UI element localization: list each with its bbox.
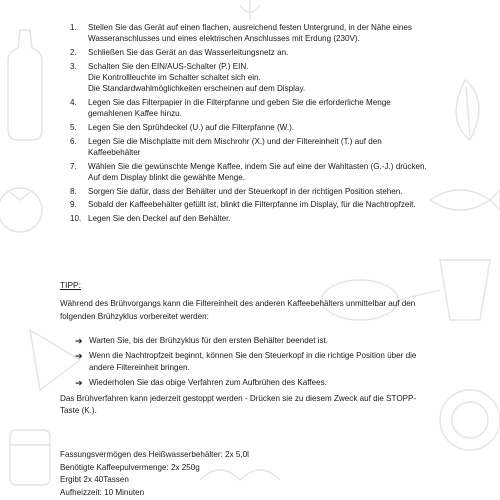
step-text: Die Standardwahlmöglichkeiten erscheinen auf dem Display. xyxy=(88,84,306,94)
tipp-item-text: andere Filtereinheit bringen. xyxy=(89,363,190,372)
arrow-right-icon: ➔ xyxy=(75,378,83,388)
step-text: Sobald der Kaffeebehälter gefüllt ist, blinkt die Filterpfanne im Display, für die Nachtropfzeit. xyxy=(88,200,416,210)
step-number: 4. xyxy=(70,97,77,107)
step-text: Legen Sie den Sprühdeckel (U.) auf die Filterpfanne (W.). xyxy=(88,122,295,132)
step-number: 1. xyxy=(70,23,77,32)
spec-cups: Ergibt 2x 40Tassen xyxy=(60,475,129,484)
step-item xyxy=(56,199,456,210)
step-number: 5. xyxy=(70,122,77,132)
stop-note-line: Das Brühverfahren kann jederzeit gestoppt werden - Drücken sie zu diesem Zweck auf die STOPP- xyxy=(60,394,417,403)
step-item xyxy=(56,161,456,184)
step-text: Legen Sie die Mischplatte mit dem Mischrohr (X.) und der Filtereinheit (T.) auf den xyxy=(88,136,382,146)
step-item xyxy=(56,61,456,95)
step-text: Kaffeebehälter xyxy=(88,147,141,157)
spec-coffee-amount: Benötigte Kaffeepulvermenge: 2x 250g xyxy=(60,462,200,472)
step-text: Stellen Sie das Gerät auf einen flachen, ausreichend festen Untergrund, in der Nähe eines xyxy=(88,23,412,32)
step-item xyxy=(56,22,456,45)
spec-capacity: Fassungsvermögen des Heißwasserbehälter: 2x 5,0l xyxy=(60,450,249,459)
step-number: 6. xyxy=(70,136,77,146)
step-text: gemahlenen Kaffee hinzu. xyxy=(88,109,182,119)
step-item xyxy=(56,47,456,58)
tipp-item-text: Wiederholen Sie das obige Verfahren zum Aufbrühen des Kaffees. xyxy=(89,378,327,387)
spec-heatup-time: Aufheizzeit: 10 Minuten xyxy=(60,487,145,497)
step-number: 8. xyxy=(70,186,77,196)
step-item xyxy=(56,122,456,133)
step-item xyxy=(56,186,456,197)
step-text: Schalten Sie den EIN/AUS-Schalter (P.) EIN. xyxy=(88,61,249,71)
stop-note-line: Taste (K.). xyxy=(60,406,97,415)
step-item xyxy=(56,136,456,159)
step-item xyxy=(56,97,456,120)
step-text: Legen Sie das Filterpapier in die Filterpfanne und geben Sie die erforderliche Menge xyxy=(88,97,391,107)
step-item xyxy=(56,213,456,224)
stop-note xyxy=(60,393,460,417)
step-text: Legen Sie den Deckel auf den Behälter. xyxy=(88,213,231,223)
tipp-item-text: Wenn die Nachtropfzeit beginnt, können Sie den Steuerkopf in die richtige Position über die xyxy=(89,351,417,360)
tipp-intro-line: Während des Brühvorgangs kann die Filtereinheit des anderen Kaffeebehälters unmittelbar auf den xyxy=(60,299,416,308)
tipp-item xyxy=(75,335,455,347)
tipp-heading: TIPP: xyxy=(60,280,81,290)
tipp-item xyxy=(75,350,455,374)
step-number: 3. xyxy=(70,61,77,71)
step-number: 10. xyxy=(70,213,82,223)
tipp-intro-line: folgenden Brühzyklus vorbereitet werden: xyxy=(60,311,209,321)
arrow-right-icon: ➔ xyxy=(75,351,83,361)
tipp-item-text: Warten Sie, bis der Brühzyklus für den ersten Behälter beendet ist. xyxy=(89,336,329,345)
step-text: Wasseranschlusses und eines elektrischen Anschlusses mit Erdung (230V). xyxy=(88,34,360,44)
specifications xyxy=(60,449,460,499)
step-number: 9. xyxy=(70,200,77,210)
step-text: Schließen Sie das Gerät an das Wasserleitungsnetz an. xyxy=(88,47,289,57)
step-text: Wählen Sie die gewünschte Menge Kaffee, indem Sie auf eine der Wahltasten (G.-J.) drücken. xyxy=(88,161,427,171)
step-number: 2. xyxy=(70,47,77,57)
step-text: Sorgen Sie dafür, dass der Behälter und der Steuerkopf in der richtigen Position stehen. xyxy=(88,186,403,196)
instruction-steps xyxy=(56,22,456,227)
arrow-right-icon: ➔ xyxy=(75,336,83,346)
step-number: 7. xyxy=(70,161,77,171)
step-text: Die Kontrollleuchte im Schalter schaltet sich ein. xyxy=(88,72,261,82)
step-text: Auf dem Display blinkt die gewählte Menge. xyxy=(88,172,246,182)
tipp-intro xyxy=(60,298,460,323)
tipp-item xyxy=(75,377,455,389)
tipp-list xyxy=(75,335,455,392)
